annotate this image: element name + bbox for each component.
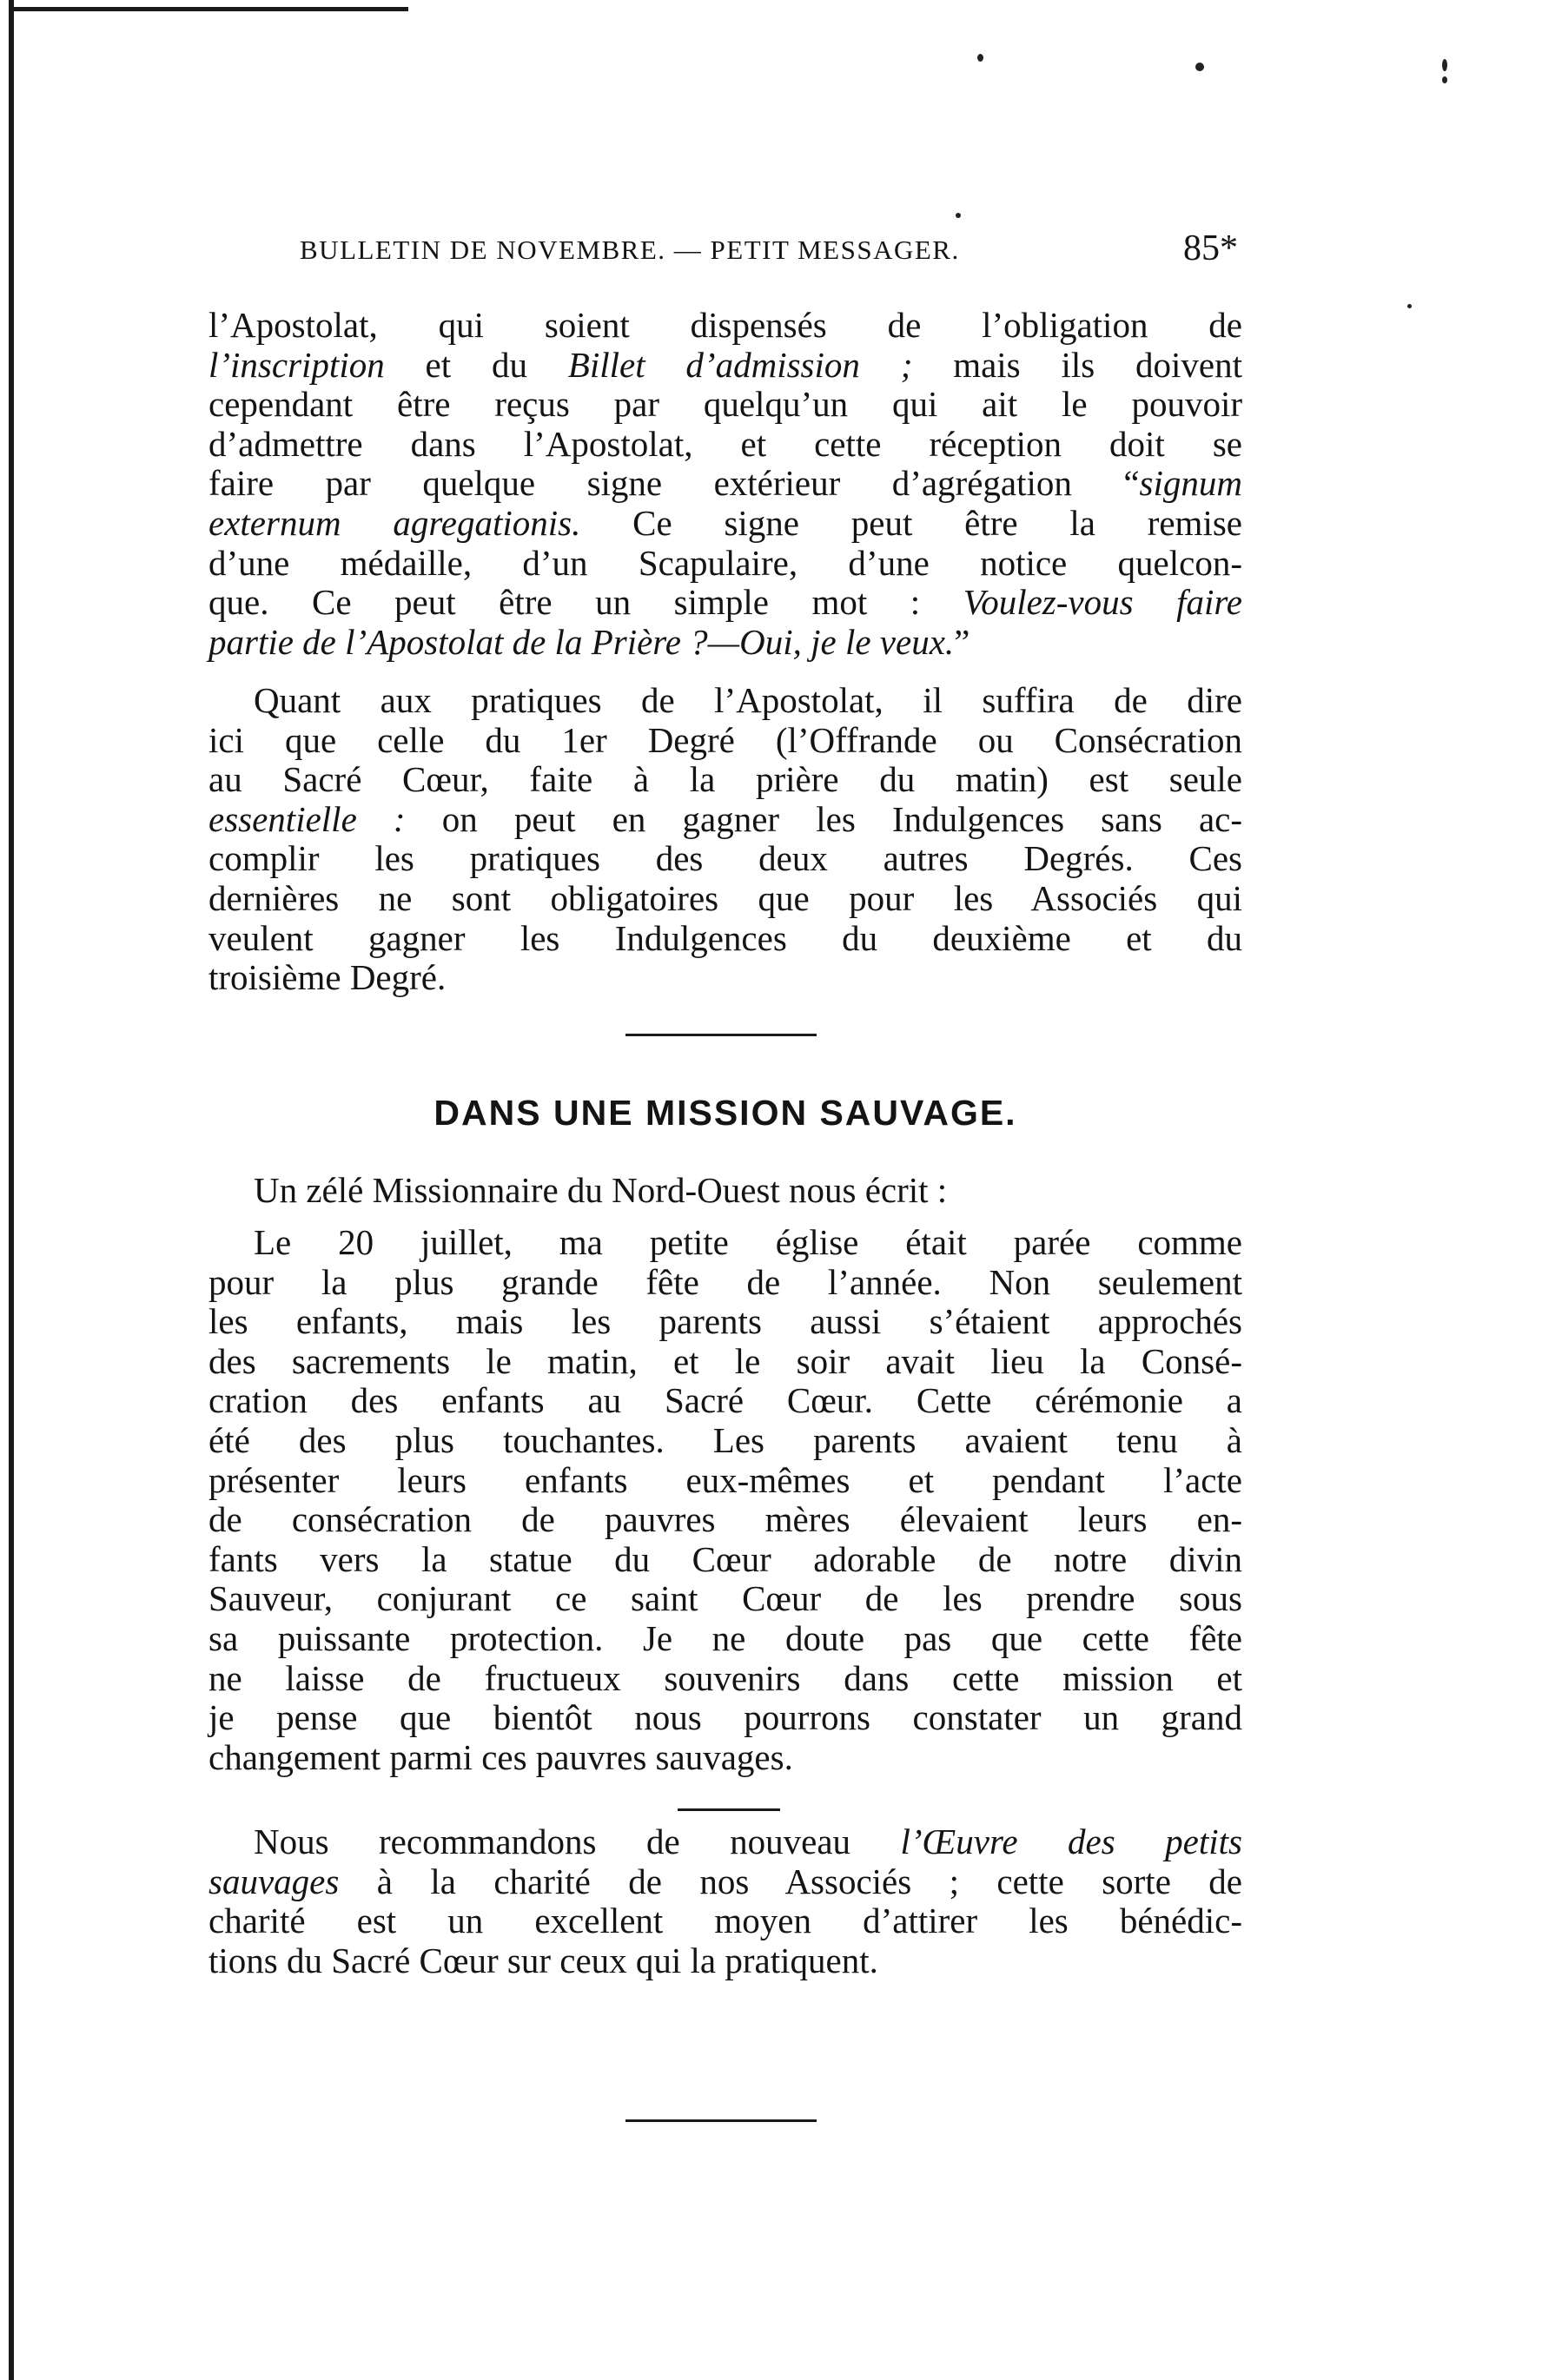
divider-rule bbox=[678, 1808, 780, 1811]
scan-speck bbox=[956, 213, 961, 218]
page-number: 85* bbox=[1183, 228, 1238, 268]
text-line bbox=[208, 1302, 1242, 1342]
text-line bbox=[208, 425, 1242, 465]
scan-speck bbox=[1442, 76, 1447, 83]
scan-speck bbox=[1407, 304, 1412, 308]
text-run: à la charité de nos Associés ; cette sorte de bbox=[339, 1861, 1242, 1901]
text-run: changement parmi ces pauvres sauvages. bbox=[208, 1736, 793, 1777]
text-line bbox=[208, 504, 1242, 544]
scan-speck bbox=[1195, 63, 1204, 71]
text-line bbox=[208, 721, 1242, 761]
text-run: des sacrements le matin, et le soir avait lieu la Consé- bbox=[208, 1340, 1242, 1381]
text-line bbox=[208, 1941, 1242, 1981]
scan-border-left bbox=[9, 0, 14, 2380]
text-line bbox=[208, 385, 1242, 425]
paragraph-pratiques bbox=[208, 681, 1242, 998]
text-run: tions du Sacré Cœur sur ceux qui la pratiquent. bbox=[208, 1940, 878, 1980]
text-run: Sauveur, conjurant ce saint Cœur de les prendre sous bbox=[208, 1578, 1242, 1619]
text-run: on peut en gagner les Indulgences sans ac- bbox=[405, 798, 1243, 839]
text-run: fants vers la statue du Cœur adorable de notre divin bbox=[208, 1538, 1242, 1579]
text-run: Ce signe peut être la remise bbox=[580, 502, 1242, 543]
text-line bbox=[208, 1698, 1242, 1738]
divider-rule bbox=[625, 1034, 817, 1036]
italic-text: Voulez-vous faire bbox=[963, 582, 1242, 623]
text-run: cependant être reçus par quelqu’un qui ait le pouvoir bbox=[208, 384, 1242, 425]
text-line bbox=[208, 306, 1242, 346]
running-head bbox=[300, 228, 1238, 280]
text-line bbox=[208, 919, 1242, 959]
text-line bbox=[208, 1540, 1242, 1580]
text-run: Un zélé Missionnaire du Nord-Ouest nous écrit : bbox=[254, 1170, 948, 1210]
text-line bbox=[208, 800, 1242, 840]
paragraph-apostolat-admission bbox=[208, 306, 1242, 662]
text-line bbox=[208, 1421, 1242, 1461]
paragraph-oeuvre-petits-sauvages bbox=[208, 1822, 1242, 1980]
text-run: d’une médaille, d’un Scapulaire, d’une notice quelcon- bbox=[208, 542, 1242, 583]
text-line bbox=[208, 1381, 1242, 1421]
text-run: l’Apostolat, qui soient dispensés de l’obligation de bbox=[208, 305, 1242, 345]
italic-text: signum bbox=[1139, 463, 1242, 504]
scan-speck bbox=[1442, 59, 1447, 71]
text-line bbox=[208, 544, 1242, 584]
text-run: ” bbox=[954, 621, 970, 662]
text-line bbox=[208, 1659, 1242, 1699]
text-line bbox=[208, 1342, 1242, 1382]
text-run: troisième Degré. bbox=[208, 957, 447, 998]
text-run: veulent gagner les Indulgences du deuxième et du bbox=[208, 917, 1242, 958]
text-line bbox=[208, 346, 1242, 386]
text-run: mais ils doivent bbox=[912, 344, 1243, 385]
text-line bbox=[208, 1461, 1242, 1501]
italic-text: l’Œuvre des petits bbox=[900, 1821, 1242, 1861]
text-run: cration des enfants au Sacré Cœur. Cette cérémonie a bbox=[208, 1380, 1242, 1421]
running-head-title: BULLETIN DE NOVEMBRE. — PETIT MESSAGER. bbox=[300, 235, 960, 265]
text-line bbox=[208, 1619, 1242, 1659]
text-run: je pense que bientôt nous pourrons constater un grand bbox=[208, 1697, 1242, 1738]
text-run: Quant aux pratiques de l’Apostolat, il suffira de dire bbox=[254, 680, 1242, 720]
italic-text: essentielle : bbox=[208, 798, 406, 839]
text-line bbox=[208, 464, 1242, 504]
scan-border-top bbox=[9, 7, 408, 11]
text-run: complir les pratiques des deux autres Degrés. Ces bbox=[208, 838, 1242, 879]
paragraph-mission-letter bbox=[208, 1223, 1242, 1777]
text-line bbox=[208, 1171, 1242, 1211]
text-line bbox=[208, 1500, 1242, 1540]
text-line bbox=[208, 879, 1242, 919]
text-run: de consécration de pauvres mères élevaient leurs en- bbox=[208, 1499, 1242, 1540]
scan-speck bbox=[977, 54, 983, 62]
text-line bbox=[208, 1738, 1242, 1778]
text-run: que. Ce peut être un simple mot : bbox=[208, 582, 963, 623]
italic-text: sauvages bbox=[208, 1861, 340, 1901]
text-run: ne laisse de fructueux souvenirs dans cette mission et bbox=[208, 1657, 1242, 1698]
text-line bbox=[208, 681, 1242, 721]
italic-text: partie de l’Apostolat de la Prière ?—Oui, je le veux. bbox=[208, 621, 955, 662]
text-run: d’admettre dans l’Apostolat, et cette réception doit se bbox=[208, 423, 1242, 464]
text-line bbox=[208, 1822, 1242, 1862]
text-run: pour la plus grande fête de l’année. Non seulement bbox=[208, 1261, 1242, 1302]
text-run: au Sacré Cœur, faite à la prière du matin) est seule bbox=[208, 759, 1242, 800]
text-line bbox=[208, 760, 1242, 800]
text-run: Le 20 juillet, ma petite église était parée comme bbox=[254, 1222, 1242, 1262]
text-line bbox=[208, 583, 1242, 623]
text-run: été des plus touchantes. Les parents avaient tenu à bbox=[208, 1419, 1242, 1460]
text-run: ici que celle du 1er Degré (l’Offrande ou Consécration bbox=[208, 719, 1242, 760]
text-run: Nous recommandons de nouveau bbox=[254, 1821, 901, 1861]
text-run: présenter leurs enfants eux-mêmes et pendant l’acte bbox=[208, 1459, 1242, 1500]
italic-text: l’inscription bbox=[208, 344, 385, 385]
text-line bbox=[208, 1223, 1242, 1263]
section-heading: DANS UNE MISSION SAUVAGE. bbox=[433, 1093, 1017, 1133]
text-run: sa puissante protection. Je ne doute pas que cette fête bbox=[208, 1617, 1242, 1658]
text-line bbox=[208, 1901, 1242, 1941]
paragraph-missionnaire-intro bbox=[208, 1171, 1242, 1211]
divider-rule bbox=[625, 2119, 817, 2122]
italic-text: externum agregationis. bbox=[208, 502, 581, 543]
text-line bbox=[208, 623, 1242, 663]
text-line bbox=[208, 1263, 1242, 1303]
text-run: dernières ne sont obligatoires que pour les Associés qui bbox=[208, 877, 1242, 918]
text-run: charité est un excellent moyen d’attirer les bénédic- bbox=[208, 1901, 1242, 1941]
italic-text: Billet d’admission ; bbox=[567, 344, 913, 385]
text-line bbox=[208, 839, 1242, 879]
text-run: faire par quelque signe extérieur d’agrégation “ bbox=[208, 463, 1140, 504]
text-line bbox=[208, 958, 1242, 998]
text-line bbox=[208, 1862, 1242, 1902]
text-run: et du bbox=[384, 344, 568, 385]
text-run: les enfants, mais les parents aussi s’étaient approchés bbox=[208, 1301, 1242, 1342]
text-line bbox=[208, 1579, 1242, 1619]
